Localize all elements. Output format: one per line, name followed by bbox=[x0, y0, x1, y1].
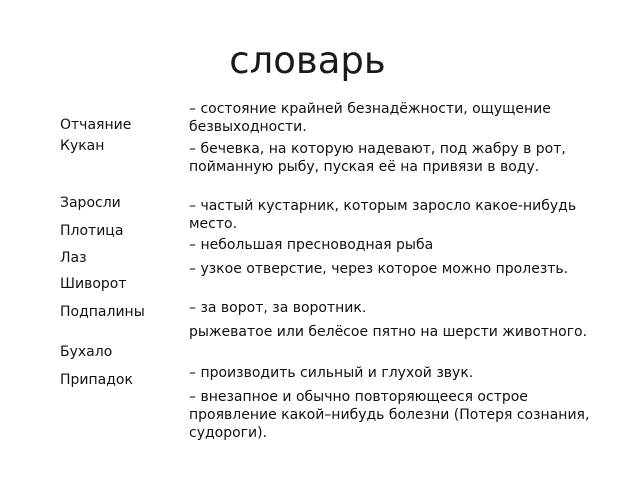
slide-title: словарь bbox=[229, 39, 386, 82]
definition-kukan: – бечевка, на которую надевают, под жабру в рот, пойманную рыбу, пуская её на привязи в воду. bbox=[189, 141, 566, 175]
term-kukan: Кукан bbox=[60, 138, 105, 154]
term-otchayanie: Отчаяние bbox=[60, 117, 132, 133]
definition-laz: – узкое отверстие, через которое можно пролезть. bbox=[189, 261, 569, 277]
definition-bukhalo: – производить сильный и глухой звук. bbox=[189, 365, 474, 381]
term-laz: Лаз bbox=[60, 250, 87, 266]
definition-otchayanie: – состояние крайней безнадёжности, ощущение безвыходности. bbox=[189, 101, 551, 135]
term-bukhalo: Бухало bbox=[60, 344, 113, 360]
term-podpaliny: Подпалины bbox=[60, 304, 145, 320]
term-shivorot: Шиворот bbox=[60, 276, 127, 292]
definition-pripadok: – внезапное и обычно повторяющееся острое проявление какой–нибудь болезни (Потеря сознания, судороги). bbox=[189, 389, 590, 441]
definition-plotitsa: – небольшая пресноводная рыба bbox=[189, 237, 434, 253]
definition-shivorot: – за ворот, за воротник. bbox=[189, 300, 367, 316]
term-zarosli: Заросли bbox=[60, 195, 121, 211]
definition-podpaliny: рыжеватое или белёсое пятно на шерсти животного. bbox=[189, 324, 588, 340]
term-pripadok: Припадок bbox=[60, 372, 133, 388]
term-plotitsa: Плотица bbox=[60, 223, 124, 239]
definition-zarosli: – частый кустарник, которым заросло какое-нибудь место. bbox=[189, 198, 577, 232]
